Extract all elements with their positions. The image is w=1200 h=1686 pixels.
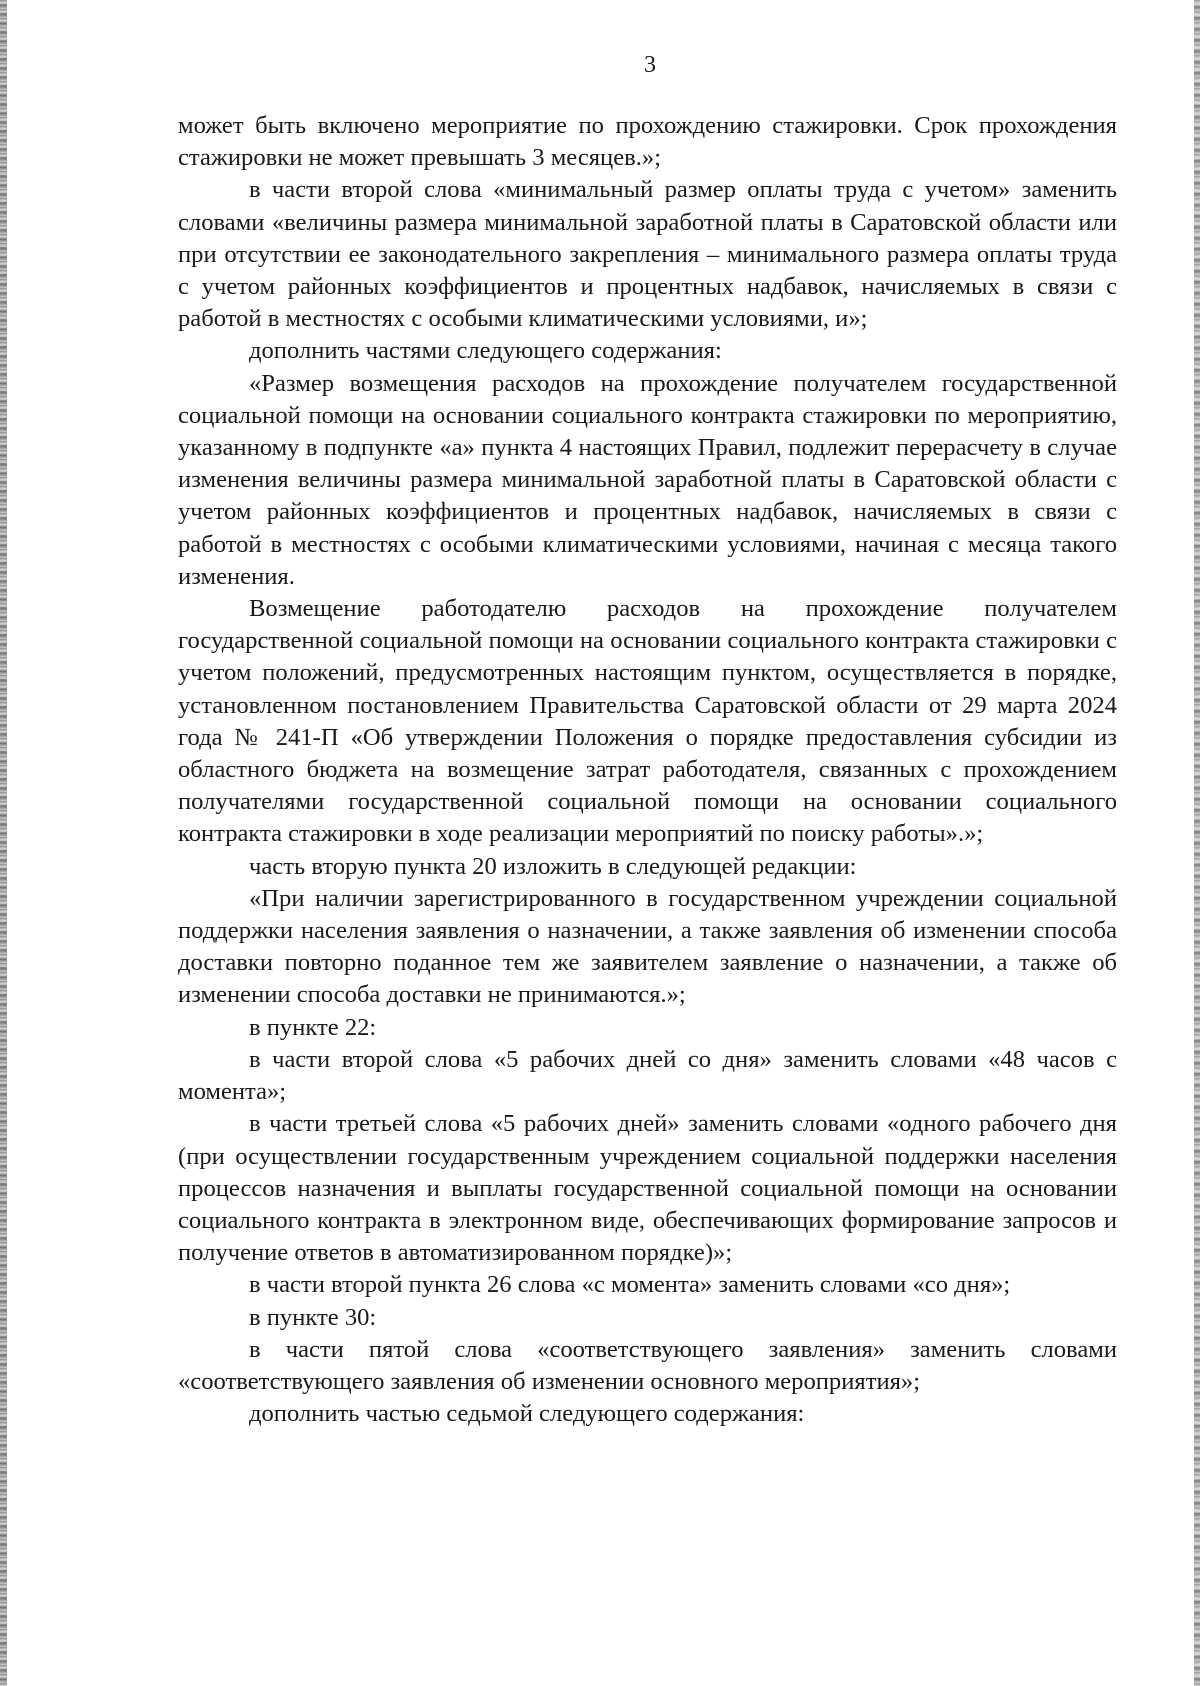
paragraph: может быть включено мероприятие по прохождению стажировки. Срок прохождения стажировки не может превышать 3 месяцев.»; [178,112,1117,172]
document-body [178,110,1117,1430]
paragraph: дополнить частью седьмой следующего содержания: [249,1400,805,1428]
paragraph: в пункте 30: [249,1303,377,1331]
paragraph: в части второй пункта 26 слова «с момента» заменить словами «со дня»; [249,1271,1011,1299]
paragraph: «Размер возмещения расходов на прохождение получателем государственной социальной помощи на основании социального контракта стажировки по мероприятию, указанному в подпункте «а» пункта 4 настоящих Правил, подлежит перерасчету в случае изменения величины размера минимальной заработной платы в Саратовской области с учетом районных коэффициентов и процентных надбавок, начисляемых в связи с работой в местностях с особыми климатическими условиями, начиная с месяца такого изменения. [178,369,1117,590]
paragraph: в части пятой слова «соответствующего заявления» заменить словами «соответствующего заявления об изменении основного мероприятия»; [178,1335,1117,1395]
scan-edge-left [0,0,7,1686]
page-number: 3 [644,52,656,78]
paragraph: в части третьей слова «5 рабочих дней» заменить словами «одного рабочего дня (при осуществлении государственным учреждением социальной поддержки населения процессов назначения и выплаты государственной социальной помощи на основании социального контракта в электронном виде, обеспечивающих формирование запросов и получение ответов в автоматизированном порядке)»; [178,1110,1117,1267]
scan-edge-right [1194,0,1200,1686]
paragraph: «При наличии зарегистрированного в государственном учреждении социальной поддержки населения заявления о назначении, а также заявления об изменении способа доставки повторно поданное тем же заявителем заявление о назначении, а также об изменении способа доставки не принимаются.»; [178,884,1117,1009]
paragraph: Возмещение работодателю расходов на прохождение получателем государственной социальной помощи на основании социального контракта стажировки с учетом положений, предусмотренных настоящим пунктом, осуществляется в порядке, установленном постановлением Правительства Саратовской области от 29 марта 2024 года № 241-П «Об утверждении Положения о порядке предоставления субсидии из областного бюджета на возмещение затрат работодателя, связанных с прохождением получателями государственной социальной помощи на основании социального контракта стажировки в ходе реализации мероприятий по поиску работы».»; [178,595,1117,848]
paragraph: в пункте 22: [249,1013,377,1041]
paragraph: дополнить частями следующего содержания: [249,337,722,365]
paragraph: в части второй слова «минимальный размер оплаты труда с учетом» заменить словами «величины размера минимальной заработной платы в Саратовской области или при отсутствии ее законодательного закрепления – минимального размера оплаты труда с учетом районных коэффициентов и процентных надбавок, начисляемых в связи с работой в местностях с особыми климатическими условиями, и»; [178,176,1117,333]
paragraph: часть вторую пункта 20 изложить в следующей редакции: [249,852,857,880]
paragraph: в части второй слова «5 рабочих дней со дня» заменить словами «48 часов с момента»; [178,1045,1117,1106]
